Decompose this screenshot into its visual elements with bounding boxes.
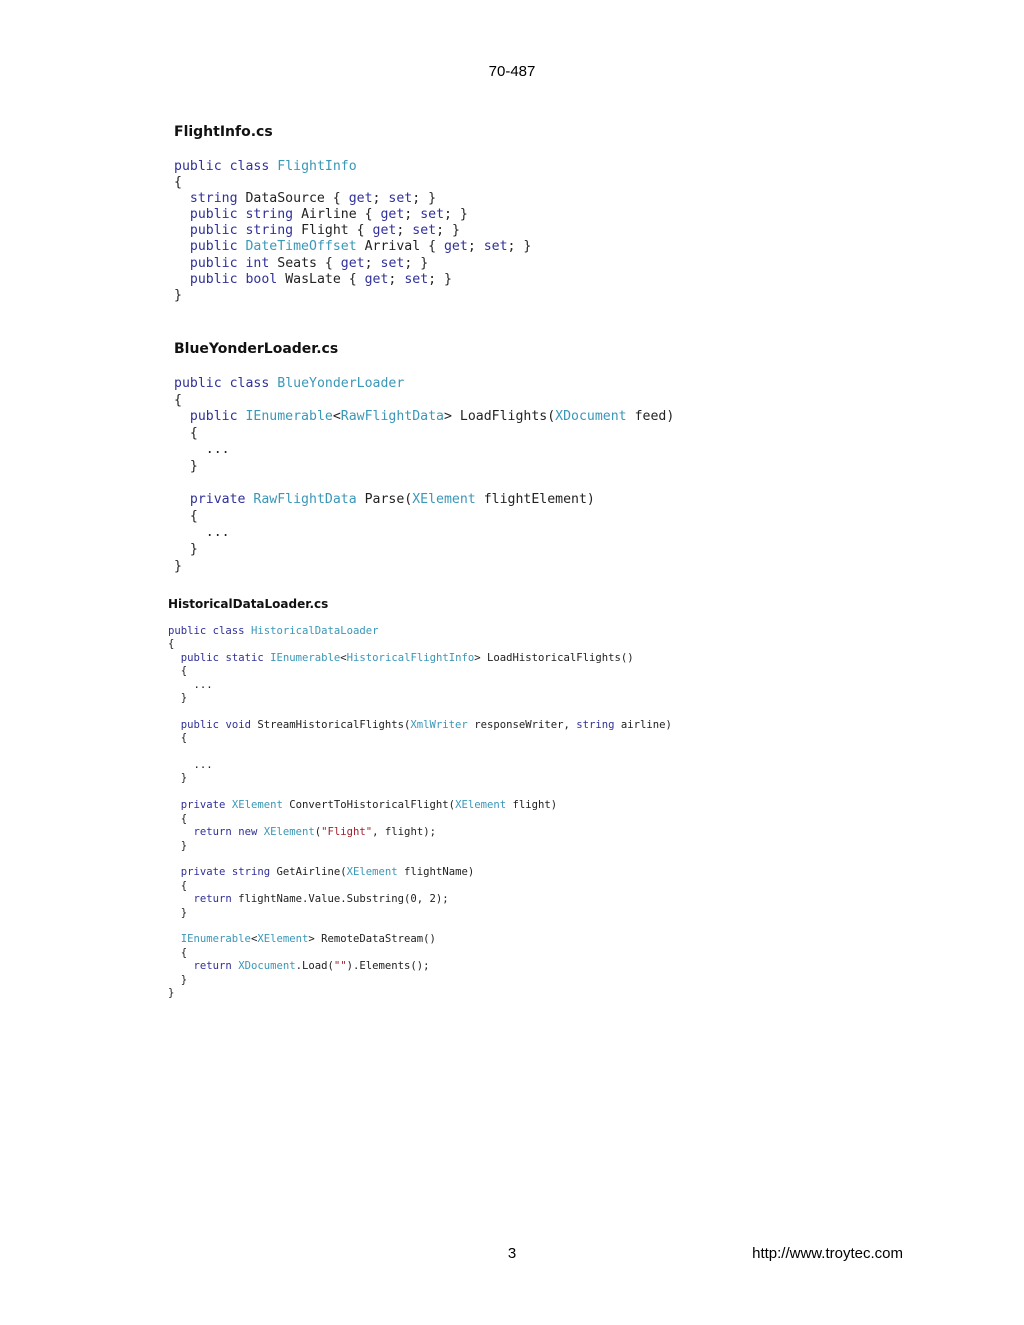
code-line: return new XElement("Flight", flight); xyxy=(193,826,436,839)
code-line: } xyxy=(168,906,188,919)
code-line: } xyxy=(168,973,188,986)
code-line xyxy=(168,920,672,933)
code-line: public bool WasLate { get; set; } xyxy=(189,271,452,287)
code-line: ... xyxy=(174,442,230,458)
code-line: { xyxy=(174,392,182,408)
code-line: private XElement ConvertToHistoricalFlight(XElement flight) xyxy=(180,799,558,812)
code-line: { xyxy=(168,946,188,959)
code-line: { xyxy=(174,508,198,524)
code-line: ... xyxy=(168,759,213,772)
code-line: { xyxy=(174,425,198,441)
code-line: public class BlueYonderLoader xyxy=(174,376,405,391)
code-line: } xyxy=(174,558,182,574)
code-line: ... xyxy=(174,525,230,541)
code-line: public class HistoricalDataLoader xyxy=(168,625,379,637)
code-line: public void StreamHistoricalFlights(XmlWriter responseWriter, string airline) xyxy=(180,718,672,731)
code-line xyxy=(174,476,674,493)
footer-url: http://www.troytec.com xyxy=(752,1245,903,1262)
code-line: ... xyxy=(168,678,213,691)
code-line xyxy=(168,746,672,759)
code-line: { xyxy=(168,732,188,745)
code-line: } xyxy=(168,839,188,852)
code-line: } xyxy=(174,541,198,557)
code-block-blueyonderloader xyxy=(174,376,674,575)
code-line: string DataSource { get; set; } xyxy=(189,191,437,207)
code-line: } xyxy=(168,692,188,705)
code-block-flightinfo xyxy=(174,159,531,304)
code-line xyxy=(168,853,672,866)
code-line: public static IEnumerable<HistoricalFlightInfo> LoadHistoricalFlights() xyxy=(180,651,634,664)
code-line: } xyxy=(174,458,198,474)
code-line: return XDocument.Load("").Elements(); xyxy=(193,960,430,973)
code-block-historicaldataloader xyxy=(168,625,672,1000)
flightinfo-section xyxy=(174,124,531,304)
code-line: public class FlightInfo xyxy=(174,159,357,174)
blueyonderloader-section xyxy=(174,341,674,575)
file-title-blueyonderloader: BlueYonderLoader.cs xyxy=(174,341,339,357)
code-line: { xyxy=(168,665,188,678)
code-line: public IEnumerable<RawFlightData> LoadFlights(XDocument feed) xyxy=(189,409,675,425)
code-line: private RawFlightData Parse(XElement flightElement) xyxy=(189,492,595,508)
code-line: { xyxy=(168,879,188,892)
file-title-historicaldataloader: HistoricalDataLoader.cs xyxy=(168,597,329,611)
code-line: { xyxy=(168,812,188,825)
code-line: } xyxy=(168,772,188,785)
page-number: 3 xyxy=(507,1245,517,1262)
code-line: } xyxy=(168,986,175,999)
code-line: { xyxy=(174,175,182,191)
code-line: return flightName.Value.Substring(0, 2); xyxy=(193,893,449,906)
exam-code-header: 70-487 xyxy=(488,63,536,80)
code-line: { xyxy=(168,638,175,651)
code-line: public string Flight { get; set; } xyxy=(189,223,460,239)
code-line: public string Airline { get; set; } xyxy=(189,207,468,223)
file-title-flightinfo: FlightInfo.cs xyxy=(174,124,273,140)
code-line xyxy=(168,705,672,718)
code-line: public DateTimeOffset Arrival { get; set; } xyxy=(189,239,532,255)
code-line xyxy=(168,786,672,799)
code-line: } xyxy=(174,287,182,303)
historicaldataloader-section xyxy=(168,597,672,1000)
code-line: private string GetAirline(XElement flightName) xyxy=(180,866,475,879)
code-line: public int Seats { get; set; } xyxy=(189,255,429,271)
code-line: IEnumerable<XElement> RemoteDataStream() xyxy=(180,933,436,946)
